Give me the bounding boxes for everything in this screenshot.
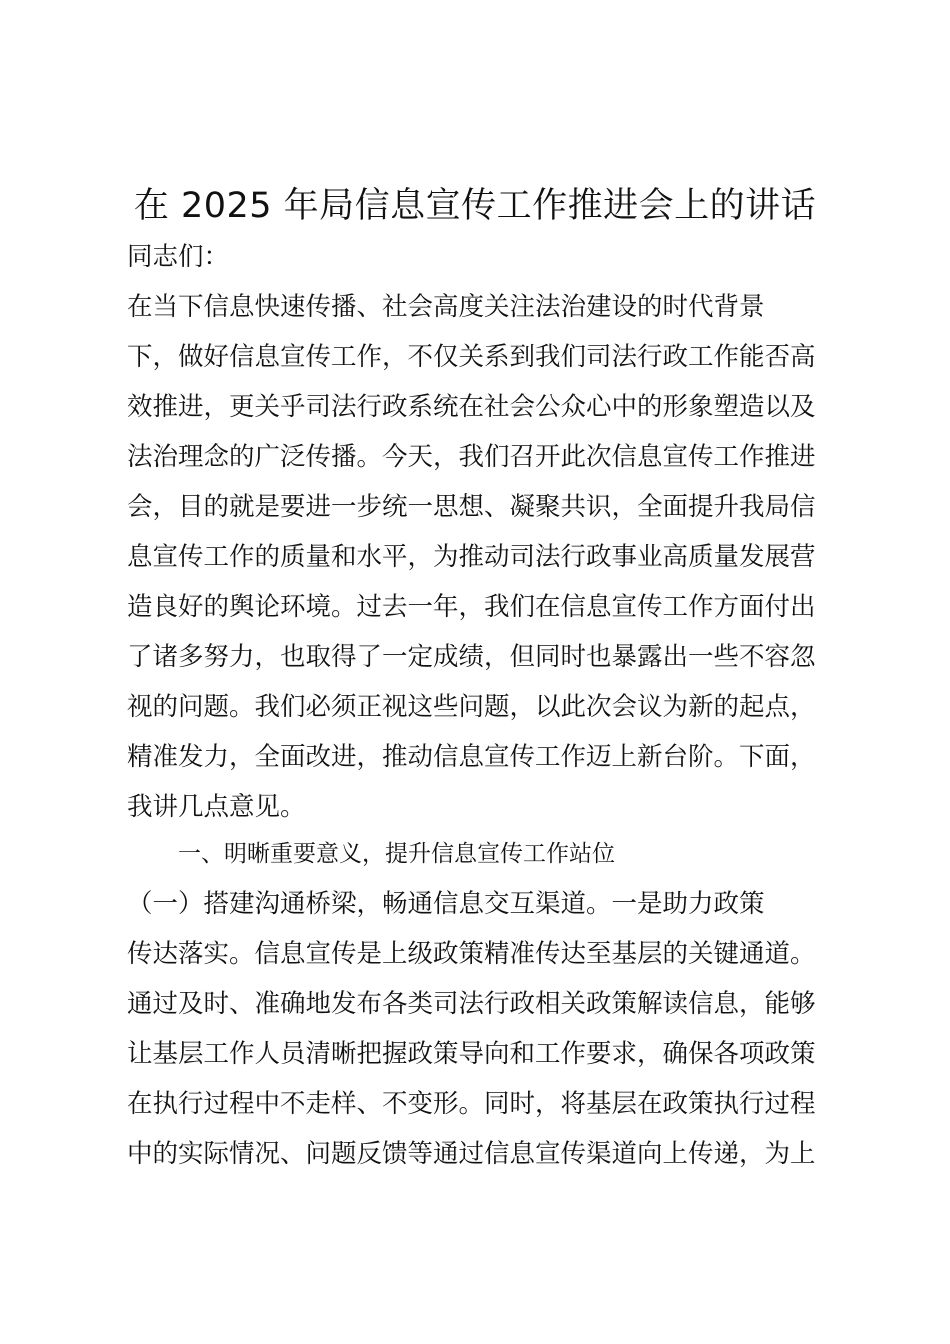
salutation: 同志们： [127,242,230,272]
intro-paragraph: 在当下信息快速传播、社会高度关注法治建设的时代背景 下，做好信息宣传工作，不仅关系到我们司法行政工作能否高 效推进，更关乎司法行政系统在社会公众心中的形象塑造以及 法治理念的广泛传播。今天，我们召开此次信息宣传工作推进 会，目的就是要进一步统一思想、凝聚共识，全面提升我局信 息宣传工作的质量和水平，为推动司法行政事业高质量发展营 造良好的舆论环境。过去一年，我们在信息宣传工作方面付出 了诸多努力，也取得了一定成绩，但同时也暴露出一些不容忽 视的问题。我们必须正视这些问题，以此次会议为新的起点， 精准发力，全面改进，推动信息宣传工作迈上新台阶。下面， 我讲几点意见。 [127,292,816,822]
document-title: 在 2025 年局信息宣传工作推进会上的讲话 [133,186,817,226]
section-heading: 一、明晰重要意义，提升信息宣传工作站位 [178,841,615,867]
subsection-paragraph: （一）搭建沟通桥梁，畅通信息交互渠道。一是助力政策 传达落实。信息宣传是上级政策精准传达至基层的关键通道。 通过及时、准确地发布各类司法行政相关政策解读信息，能够 让基层工作人员清晰把握政策导向和工作要求，确保各项政策 在执行过程中不走样、不变形。同时，将基层在政策执行过程 中的实际情况、问题反馈等通过信息宣传渠道向上传递，为上 [127,889,816,1169]
